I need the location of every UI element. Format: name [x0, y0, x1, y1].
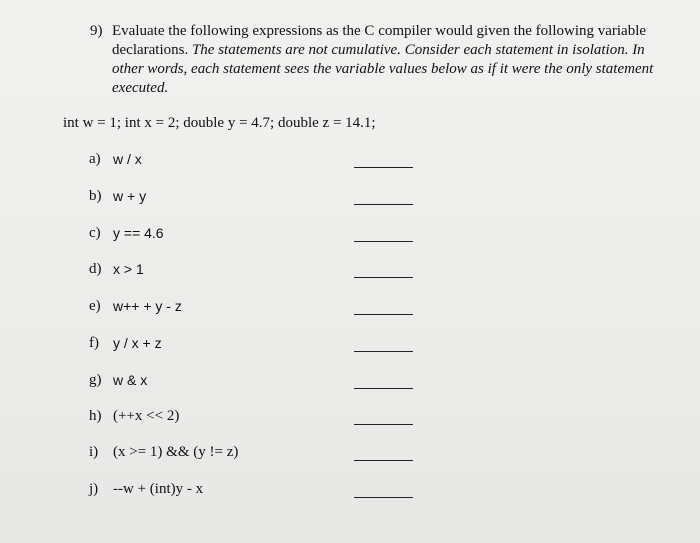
- item-letter: g): [89, 372, 102, 388]
- item-expression: w & x: [113, 372, 148, 388]
- item-letter: h): [89, 408, 102, 424]
- expression-item-i: [0, 443, 700, 465]
- expression-item-c: [0, 224, 700, 246]
- item-expression: w++ + y - z: [113, 298, 182, 314]
- item-letter: i): [89, 444, 99, 460]
- item-expression: x > 1: [113, 261, 144, 277]
- question-emphasis: The statements are not cumulative. Consider each statement in isolation. In other words, each statement sees the variable values below as if it were the only statement executed.: [112, 42, 654, 96]
- item-letter: d): [89, 261, 102, 277]
- expression-item-e: [0, 297, 700, 319]
- expression-item-a: [0, 150, 700, 172]
- answer-blank[interactable]: [354, 388, 413, 389]
- answer-blank[interactable]: [354, 314, 413, 315]
- item-letter: j): [89, 481, 99, 497]
- item-letter: a): [89, 151, 101, 167]
- item-letter: e): [89, 298, 101, 314]
- answer-blank[interactable]: [354, 424, 413, 425]
- item-expression: w + y: [113, 188, 147, 204]
- expression-item-g: [0, 371, 700, 393]
- question-intro: Evaluate the following expressions as the C compiler would given the following variable declarations.: [112, 23, 647, 58]
- answer-blank[interactable]: [354, 241, 413, 242]
- answer-blank[interactable]: [354, 167, 413, 168]
- expression-item-j: [0, 480, 700, 502]
- item-expression: --w + (int)y - x: [113, 481, 204, 497]
- item-expression: w / x: [113, 151, 142, 167]
- answer-blank[interactable]: [354, 351, 413, 352]
- item-expression: (x >= 1) && (y != z): [113, 444, 239, 460]
- item-letter: c): [89, 225, 101, 241]
- variable-declarations: int w = 1; int x = 2; double y = 4.7; double z = 14.1;: [63, 115, 376, 131]
- item-expression: (++x << 2): [113, 408, 180, 424]
- question-prompt: [112, 22, 680, 98]
- expression-item-b: [0, 187, 700, 209]
- expression-item-f: [0, 334, 700, 356]
- expression-item-h: [0, 407, 700, 429]
- question-number: 9): [90, 23, 103, 39]
- item-expression: y == 4.6: [113, 225, 164, 241]
- expression-item-d: [0, 260, 700, 282]
- answer-blank[interactable]: [354, 460, 413, 461]
- answer-blank[interactable]: [354, 497, 413, 498]
- item-letter: f): [89, 335, 99, 351]
- item-letter: b): [89, 188, 102, 204]
- item-expression: y / x + z: [113, 335, 162, 351]
- answer-blank[interactable]: [354, 277, 413, 278]
- answer-blank[interactable]: [354, 204, 413, 205]
